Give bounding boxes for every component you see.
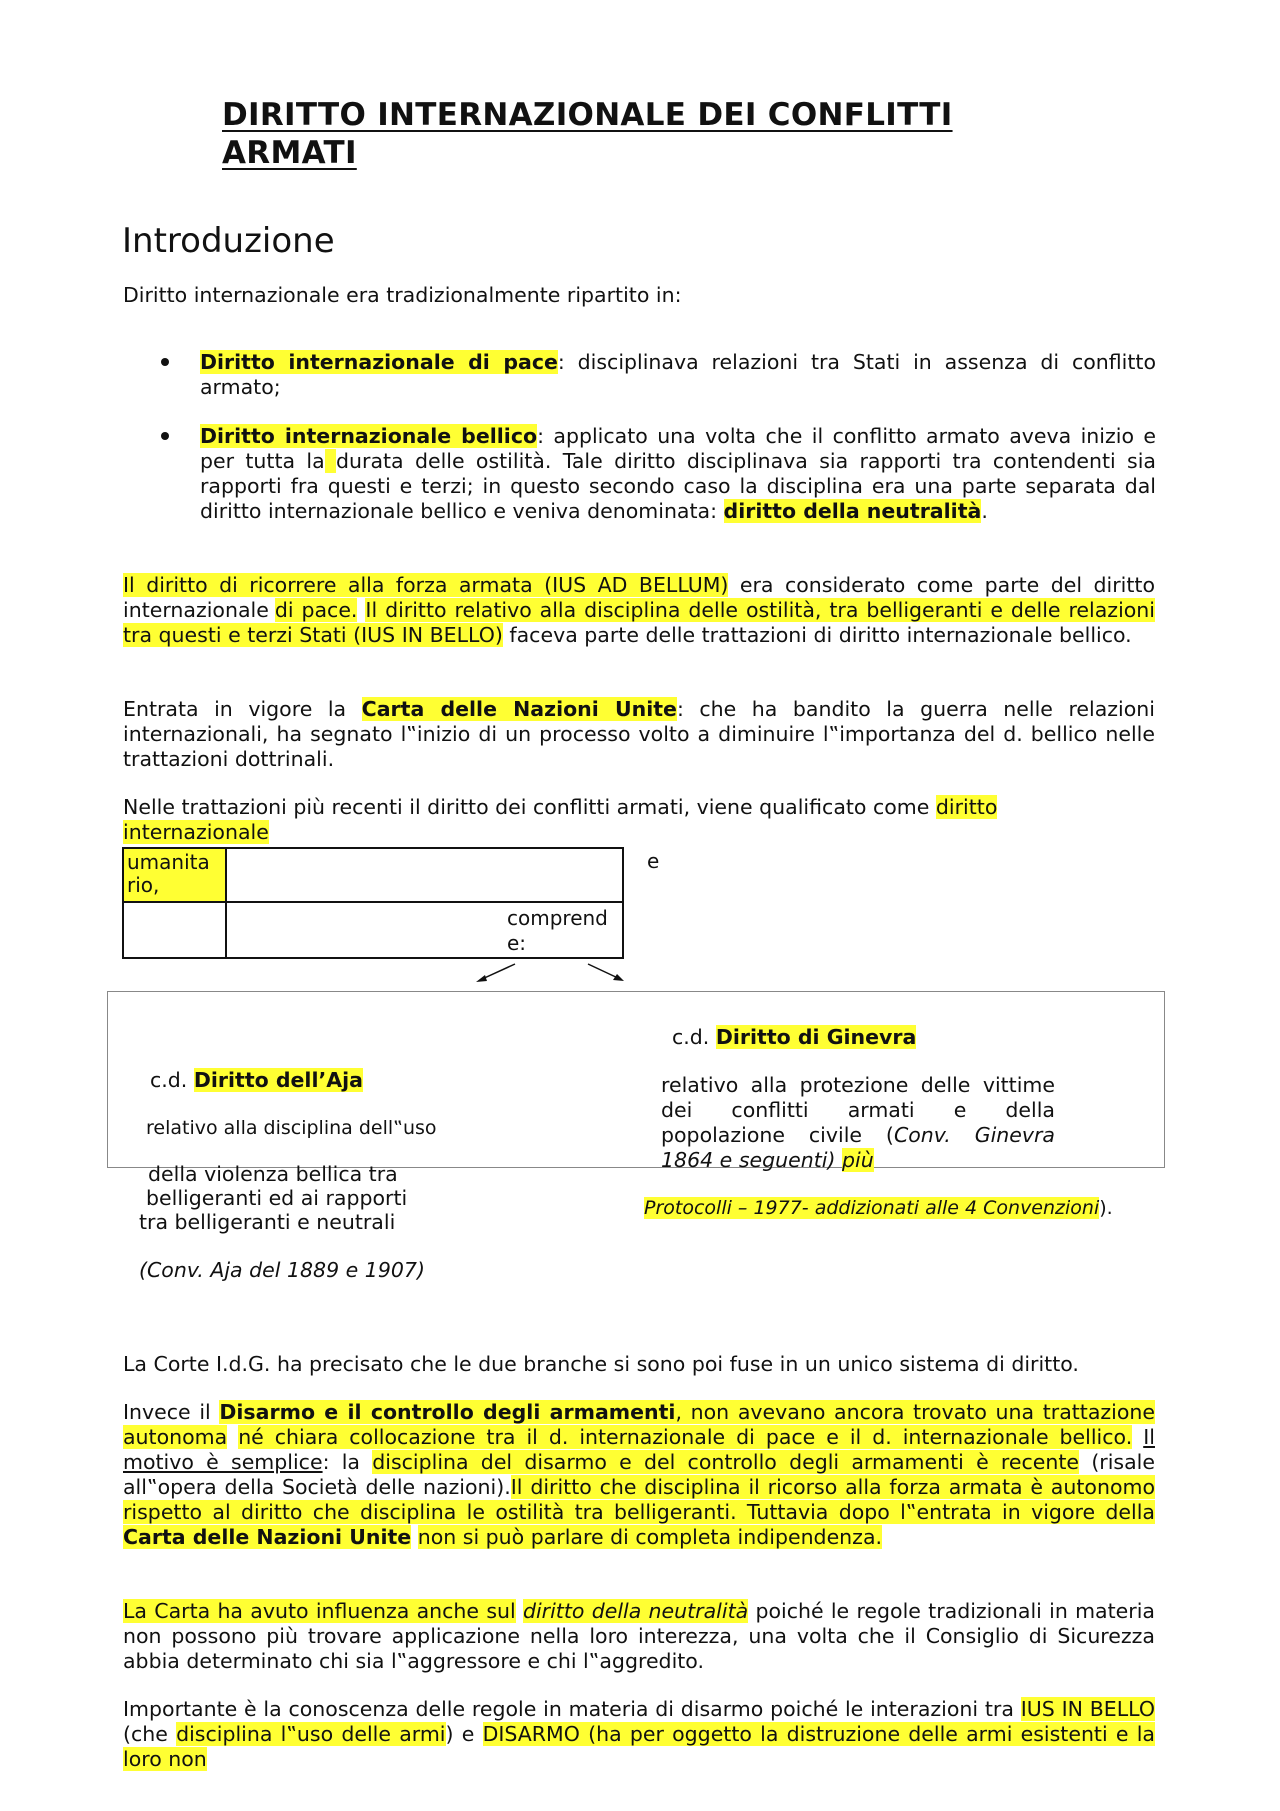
bullet-dot-1 bbox=[161, 358, 169, 366]
para6-ital: diritto della neutralità bbox=[522, 1599, 749, 1623]
paragraph-neutralita bbox=[123, 1599, 1155, 1674]
para3-hl-1: diritto internazionale bbox=[123, 795, 998, 844]
ginevra-protocolli bbox=[644, 1196, 1113, 1221]
arrow-left-icon bbox=[476, 975, 487, 982]
bullet-text-bellico-b: durata delle ostilità. Tale diritto disciplinava sia rapporti tra contendenti sia rapporti fra questi e terzi; in questo secondo caso la disciplina era una parte separata dal diritto internazionale bellico e veniva denominata: bbox=[200, 449, 1156, 523]
table-cell-comprende-text: comprend e: bbox=[507, 906, 608, 955]
para2-text-1: Entrata in vigore la bbox=[123, 697, 347, 721]
para1-text-1: era considerato come parte del diritto internazionale bbox=[123, 573, 1155, 622]
table-cell-comprende bbox=[227, 903, 622, 957]
para2-bold-carta: Carta delle Nazioni Unite bbox=[361, 697, 677, 721]
ginevra-heading bbox=[672, 1025, 916, 1050]
para7-text-3: ) e bbox=[445, 1722, 475, 1746]
para2-text-2: : che ha bandito la guerra nelle relazioni internazionali, ha segnato l‟inizio di un processo volto a diminuire l‟importanza del d. bellico nelle trattazioni dottrinali. bbox=[123, 697, 1155, 771]
para5-bold-carta: Carta delle Nazioni Unite bbox=[123, 1525, 412, 1549]
ginevra-cd: c.d. bbox=[672, 1025, 710, 1049]
bullet-item-bellico bbox=[200, 424, 1156, 524]
paragraph-disarmo bbox=[123, 1400, 1155, 1550]
paragraph-recenti bbox=[123, 795, 1063, 845]
classification-table bbox=[122, 847, 660, 959]
aja-line-2: della violenza bellica tra bbox=[148, 1162, 398, 1186]
para1-hl-2: di pace. bbox=[274, 598, 358, 622]
document-title: DIRITTO INTERNAZIONALE DEI CONFLITTI ARMATI bbox=[222, 97, 953, 171]
bullet-term-neutralita: diritto della neutralità bbox=[723, 499, 982, 523]
arrow-right-icon bbox=[613, 974, 624, 981]
aja-cd: c.d. bbox=[150, 1068, 188, 1092]
para7-text-1: Importante è la conoscenza delle regole in materia di disarmo poiché le interazioni tra bbox=[123, 1697, 1014, 1721]
para5-hl-2: Il diritto che disciplina il ricorso alla forza armata è autonomo rispetto al diritto che disciplina le ostilità tra belligeranti. Tuttavia dopo l‟entrata in vigore della bbox=[123, 1475, 1155, 1524]
ginevra-text-ital: Conv. Ginevra 1864 e seguenti) bbox=[661, 1123, 1055, 1172]
para5-text-3: né chiara collocazione tra il d. internazionale di pace e il d. internazionale bellico. bbox=[238, 1425, 1133, 1449]
table-cell-e-text: e bbox=[647, 849, 660, 873]
ginevra-protocolli-text: Protocolli – 1977- addizionati alle 4 Convenzioni bbox=[644, 1197, 1100, 1219]
ginevra-name: Diritto di Ginevra bbox=[715, 1025, 917, 1049]
ginevra-end: ). bbox=[1099, 1197, 1113, 1219]
aja-reference: (Conv. Aja del 1889 e 1907) bbox=[139, 1258, 425, 1282]
bullet-dot-2 bbox=[161, 432, 169, 440]
bullet-item-pace bbox=[200, 350, 1156, 400]
para7-hl-1: IUS IN BELLO bbox=[1020, 1697, 1155, 1721]
para7-hl-3: DISARMO (ha per oggetto la distruzione delle armi esistenti e la loro non bbox=[123, 1722, 1155, 1771]
para6-hl-1: La Carta ha avuto influenza anche sul bbox=[123, 1599, 516, 1623]
bullet-end: . bbox=[981, 499, 988, 523]
table-cell-e bbox=[227, 849, 660, 901]
para6-text-1: poiché le regole tradizionali in materia non bbox=[123, 1599, 1155, 1648]
section-heading: Introduzione bbox=[122, 221, 335, 261]
paragraph-corte: La Corte I.d.G. ha precisato che le due branche si sono poi fuse in un unico sistema di diritto. bbox=[123, 1352, 1079, 1376]
para5-hl-3: non si può parlare di completa indipendenza. bbox=[417, 1525, 883, 1549]
paragraph-ius-ad-bellum bbox=[123, 573, 1155, 648]
ginevra-text-hl: più bbox=[841, 1148, 874, 1172]
para6-text-2: possono più trovare applicazione nella loro interezza, una volta che il Consiglio di Sicurezza abbia determinato chi sia l‟aggressore e chi l‟aggredito. bbox=[123, 1624, 1155, 1673]
paragraph-importante bbox=[123, 1697, 1155, 1772]
bullet-term-pace: Diritto internazionale di pace bbox=[200, 350, 558, 374]
paragraph-carta-onu bbox=[123, 697, 1155, 772]
para5-bold-disarmo: Disarmo e il controllo degli armamenti bbox=[219, 1400, 676, 1424]
para5-hl-1: disciplina del disarmo e del controllo degli armamenti è recente bbox=[372, 1450, 1080, 1474]
bullet-term-bellico: Diritto internazionale bellico bbox=[200, 424, 538, 448]
para1-text-2: faceva parte delle trattazioni di diritto internazionale bellico. bbox=[509, 623, 1132, 647]
table-divider-vertical bbox=[225, 849, 227, 957]
para5-text-2: , non avevano ancora trovato una trattazione autonoma bbox=[123, 1400, 1155, 1449]
para7-text-2: (che bbox=[123, 1722, 168, 1746]
para5-text-4: : la bbox=[322, 1450, 360, 1474]
para1-hl-1: Il diritto di ricorrere alla forza armata (IUS AD BELLUM) bbox=[123, 573, 729, 597]
aja-line-1: relativo alla disciplina dell‟uso bbox=[146, 1117, 437, 1139]
bullet-text-pace: : disciplinava relazioni tra Stati in assenza di conflitto armato; bbox=[200, 350, 1156, 399]
bullet-text-bellico-a: : applicato una volta che il conflitto armato aveva inizio e per tutta la bbox=[200, 424, 1156, 473]
aja-name: Diritto dell’Aja bbox=[193, 1068, 364, 1092]
table-cell-umanitario: umanita rio, bbox=[124, 849, 225, 901]
intro-paragraph: Diritto internazionale era tradizionalmente ripartito in: bbox=[123, 283, 682, 307]
ginevra-text bbox=[661, 1073, 1055, 1173]
para1-hl-3: Il diritto relativo alla disciplina delle ostilità, tra belligeranti e delle relazioni tra questi e terzi Stati (IUS IN BELLO) bbox=[123, 598, 1155, 647]
branch-arrows bbox=[470, 958, 630, 988]
ginevra-text-main: relativo alla protezione delle vittime dei conflitti armati e della popolazione civile ( bbox=[661, 1073, 1055, 1147]
para5-text-5: (risale all‟opera della Società delle nazioni). bbox=[123, 1450, 1155, 1499]
aja-line-3: belligeranti ed ai rapporti bbox=[146, 1186, 408, 1210]
aja-heading bbox=[150, 1068, 363, 1093]
para5-text-1: Invece il bbox=[123, 1400, 211, 1424]
para7-hl-2: disciplina l‟uso delle armi bbox=[176, 1722, 446, 1746]
table-divider-horizontal bbox=[124, 901, 622, 903]
para3-text-1: Nelle trattazioni più recenti il diritto dei conflitti armati, viene qualificato come bbox=[123, 795, 930, 819]
aja-line-4: tra belligeranti e neutrali bbox=[139, 1210, 396, 1234]
para5-underline: Il motivo è semplice bbox=[123, 1425, 1155, 1474]
